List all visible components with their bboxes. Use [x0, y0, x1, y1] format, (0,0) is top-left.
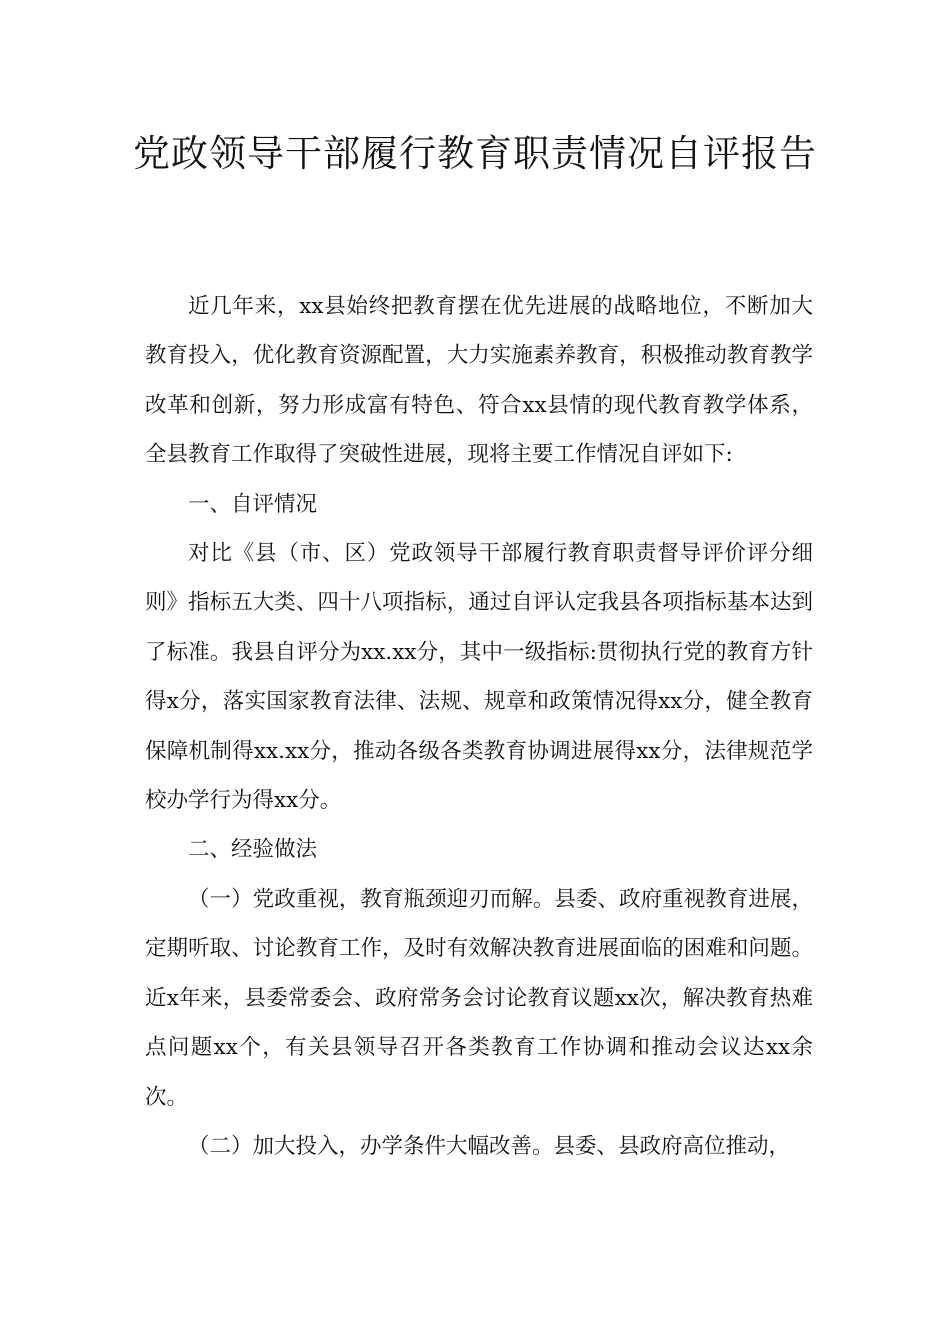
section-heading-self-evaluation: 一、自评情况 [188, 491, 318, 517]
paragraph-party-attention: （一）党政重视，教育瓶颈迎刃而解。县委、政府重视教育进展，定期听取、讨论教育工作，及时有效解决教育进展面临的困难和问题。近x年来，县委常委会、政府常务会讨论教育议题xx次，解决教育热难点问题xx个，有关县领导召开各类教育工作协调和推动会议达xx余次。 [145, 886, 813, 1110]
paragraph-intro: 近几年来，xx县始终把教育摆在优先进展的战略地位，不断加大教育投入，优化教育资源配置，大力实施素养教育，积极推动教育教学改革和创新，努力形成富有特色、符合xx县情的现代教育教学体系，全县教育工作取得了突破性进展，现将主要工作情况自评如下: [145, 294, 813, 468]
paragraph-self-evaluation: 对比《县（市、区）党政领导干部履行教育职责督导评价评分细则》指标五大类、四十八项指标，通过自评认定我县各项指标基本达到了标准。我县自评分为xx.xx分，其中一级指标:贯彻执行党的教育方针得x分，落实国家教育法律、法规、规章和政策情况得xx分，健全教育保障机制得xx.xx分，推动各级各类教育协调进展得xx分，法律规范学校办学行为得xx分。 [145, 541, 813, 814]
document-title: 党政领导干部履行教育职责情况自评报告 [133, 132, 817, 175]
document-body [145, 282, 813, 1171]
section-heading-experience: 二、经验做法 [188, 837, 318, 863]
paragraph-investment: （二）加大投入，办学条件大幅改善。县委、县政府高位推动， [188, 1133, 791, 1159]
